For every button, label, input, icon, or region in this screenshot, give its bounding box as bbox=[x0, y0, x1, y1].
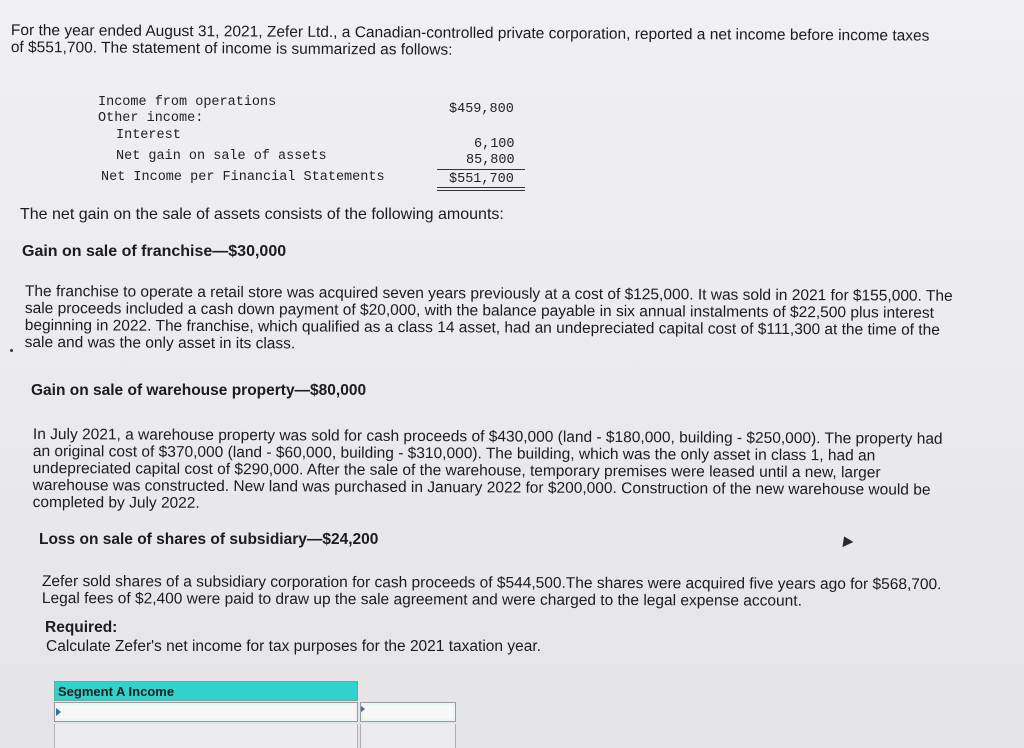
subsidiary-heading: Loss on sale of shares of subsidiary—$24,200 bbox=[39, 531, 379, 548]
subsidiary-paragraph bbox=[42, 573, 942, 610]
franchise-heading: Gain on sale of franchise—$30,000 bbox=[22, 243, 287, 260]
mouse-cursor-icon bbox=[839, 534, 854, 547]
income-from-operations-value: $459,800 bbox=[449, 102, 514, 117]
segment-a-description-input[interactable] bbox=[54, 702, 358, 722]
franchise-line: beginning in 2022. The franchise, which qualified as a class 14 asset, had an undepreciated capital cost of $111,300 at the time of the bbox=[24, 316, 940, 339]
dropdown-caret-icon[interactable] bbox=[56, 708, 61, 716]
warehouse-line: In July 2021, a warehouse property was sold for cash proceeds of $430,000 (land - $180,000, building - $250,000). The property had bbox=[32, 426, 943, 448]
bullet-dot bbox=[10, 349, 13, 352]
franchise-line: sale proceeds included a cash down payment of $20,000, with the balance payable in six annual instalments of $22,500 plus interest bbox=[24, 299, 934, 322]
subsidiary-line: Zefer sold shares of a subsidiary corporation for cash proceeds of $544,500.The shares were acquired five years ago for $568,700. bbox=[41, 573, 942, 594]
intro-line-1: For the year ended August 31, 2021, Zefer Ltd., a Canadian-controlled private corporation, reported a net income before income taxes bbox=[10, 22, 930, 45]
intro-line-2: of $551,700. The statement of income is summarized as follows: bbox=[10, 38, 453, 59]
segment-a-amount-input[interactable] bbox=[360, 702, 456, 722]
net-gain-value: 85,800 bbox=[466, 153, 515, 168]
net-income-value: $551,700 bbox=[449, 172, 514, 187]
segment-a-next-row[interactable] bbox=[54, 724, 358, 748]
other-income-label: Other income: bbox=[98, 111, 204, 126]
subsidiary-line: Legal fees of $2,400 were paid to draw up the sale agreement and were charged to the legal expense account. bbox=[41, 589, 802, 610]
required-text: Calculate Zefer's net income for tax purposes for the 2021 taxation year. bbox=[46, 638, 541, 655]
warehouse-line: warehouse was constructed. New land was purchased in January 2022 for $200,000. Construction of the new warehouse would be bbox=[32, 476, 931, 499]
total-double-rule-1 bbox=[437, 187, 525, 188]
intro-text bbox=[11, 22, 930, 62]
segment-a-income-header: Segment A Income bbox=[54, 681, 358, 701]
warehouse-line: undepreciated capital cost of $290,000. After the sale of the warehouse, temporary premises were leased until a new, larger bbox=[32, 459, 881, 482]
total-double-rule-2 bbox=[437, 190, 525, 191]
subtotal-rule bbox=[437, 169, 525, 170]
franchise-line: The franchise to operate a retail store was acquired seven years previously at a cost of $125,000. It was sold in 2021 for $155,000. The bbox=[24, 283, 953, 305]
segment-a-next-row-amount[interactable] bbox=[360, 724, 456, 748]
interest-label: Interest bbox=[116, 128, 181, 143]
income-from-operations-label: Income from operations bbox=[98, 95, 277, 110]
franchise-line: sale and was the only asset in its class. bbox=[24, 333, 296, 353]
franchise-paragraph bbox=[25, 283, 953, 356]
dropdown-caret-icon[interactable] bbox=[361, 706, 365, 712]
warehouse-paragraph bbox=[33, 426, 943, 516]
warehouse-line: an original cost of $370,000 (land - $60,000, building - $310,000). The building, which was the only asset in class 1, had an bbox=[32, 442, 876, 465]
required-heading: Required: bbox=[45, 619, 118, 636]
net-income-label: Net Income per Financial Statements bbox=[101, 170, 385, 185]
gains-intro: The net gain on the sale of assets consists of the following amounts: bbox=[20, 206, 504, 223]
net-gain-label: Net gain on sale of assets bbox=[116, 149, 327, 164]
interest-value: 6,100 bbox=[474, 137, 515, 152]
warehouse-heading: Gain on sale of warehouse property—$80,000 bbox=[31, 382, 367, 399]
warehouse-line: completed by July 2022. bbox=[32, 493, 200, 512]
